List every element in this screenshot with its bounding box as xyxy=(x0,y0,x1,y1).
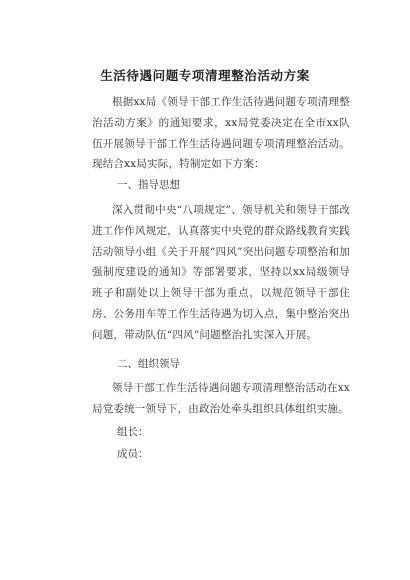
section-heading-guiding-thought: 一、指导思想 xyxy=(117,179,180,191)
section-heading-organization: 二、组织领导 xyxy=(117,358,180,370)
member-label: 成员： xyxy=(117,448,149,460)
leader-label: 组长： xyxy=(117,426,149,438)
intro-paragraph: 根据xx局《领导干部工作生活待遇问题专项清理整治活动方案》的通知要求，xx局党委决定在全市xx队伍开展领导干部工作生活待遇问题专项清理整治活动。现结合xx局实际，特制定如下方案： xyxy=(92,96,350,171)
organization-paragraph: 领导干部工作生活待遇问题专项清理整治活动在xx局党委统一领导下，由政治处牵头组织具体组织实施。 xyxy=(92,382,350,415)
document-title: 生活待遇问题专项清理整治活动方案 xyxy=(100,68,310,83)
guiding-thought-paragraph: 深入贯彻中央“八项规定”、领导机关和领导干部改进工作作风规定，认真落实中央党的群众路线教育实践活动领导小组《关于开展“四风”突出问题专项整治和加强制度建设的通知》等部署要求，坚持以xx局级领导班子和副处以上领导干部为重点，以规范领导干部住房、公务用车等工作生活待遇为切入点，集中整治突出问题，带动队伍“四风”问题整治扎实深入开展。 xyxy=(92,204,350,341)
